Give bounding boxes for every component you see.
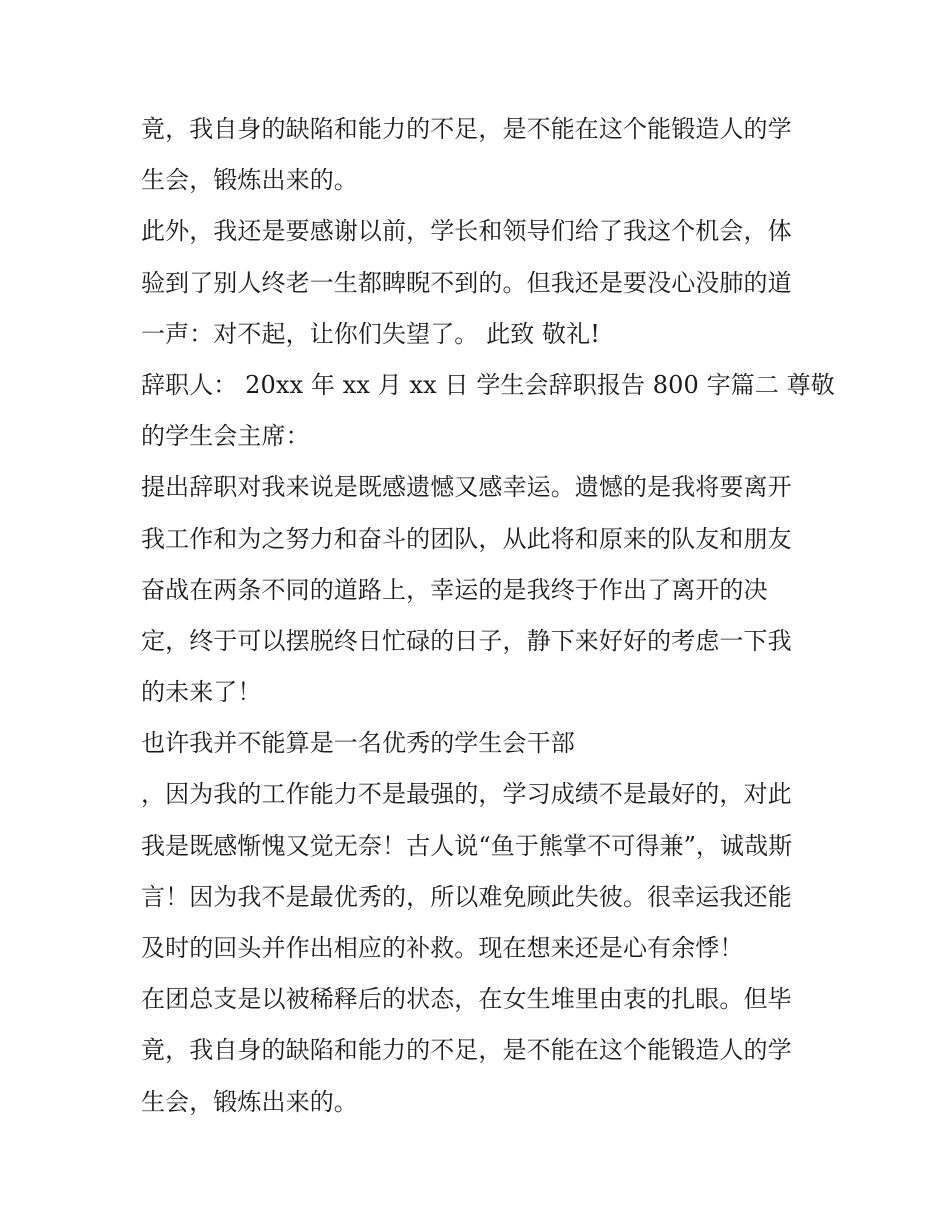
text-line: 竟，我自身的缺陷和能力的不足，是不能在这个能锻造人的学 <box>141 115 792 143</box>
text-line: 及时的回头并作出相应的补救。现在想来还是心有余悸！ <box>141 934 744 962</box>
text-line: 提出辞职对我来说是既感遗憾又感幸运。遗憾的是我将要离开 <box>141 473 792 502</box>
text-line: 生会，锻炼出来的。 <box>141 166 358 195</box>
text-line: 此外，我还是要感谢以前，学长和领导们给了我这个机会，体 <box>141 217 792 246</box>
text-line: 辞职人： 20xx 年 xx 月 xx 日 学生会辞职报告 800 字篇二 尊敬 <box>141 370 835 399</box>
text-line: 我是既感惭愧又觉无奈！古人说“鱼于熊掌不可得兼”，诚哉斯 <box>141 831 793 860</box>
text-line: 在团总支是以被稀释后的状态，在女生堆里由衷的扎眼。但毕 <box>141 985 792 1014</box>
text-line: 竟，我自身的缺陷和能力的不足，是不能在这个能锻造人的学 <box>141 1036 792 1065</box>
text-line: 奋战在两条不同的道路上，幸运的是我终于作出了离开的决 <box>141 575 768 604</box>
text-line: 也许我并不能算是一名优秀的学生会干部 <box>141 729 575 758</box>
text-line: ，因为我的工作能力不是最强的，学习成绩不是最好的，对此 <box>141 780 792 809</box>
text-line: 我工作和为之努力和奋斗的团队，从此将和原来的队友和朋友 <box>141 524 792 553</box>
text-line: 验到了别人终老一生都睥睨不到的。但我还是要没心没肺的道 <box>141 268 792 297</box>
text-line: 生会，锻炼出来的。 <box>141 1087 358 1116</box>
text-line: 的学生会主席： <box>141 422 310 451</box>
document-body <box>141 104 835 1128</box>
text-line: 定，终于可以摆脱终日忙碌的日子，静下来好好的考虑一下我 <box>141 626 792 655</box>
text-line: 一声：对不起，让你们失望了。 此致 敬礼! <box>141 319 601 348</box>
text-line: 的未来了！ <box>141 678 262 707</box>
text-line: 言！因为我不是最优秀的，所以难免顾此失彼。很幸运我还能 <box>141 882 792 911</box>
